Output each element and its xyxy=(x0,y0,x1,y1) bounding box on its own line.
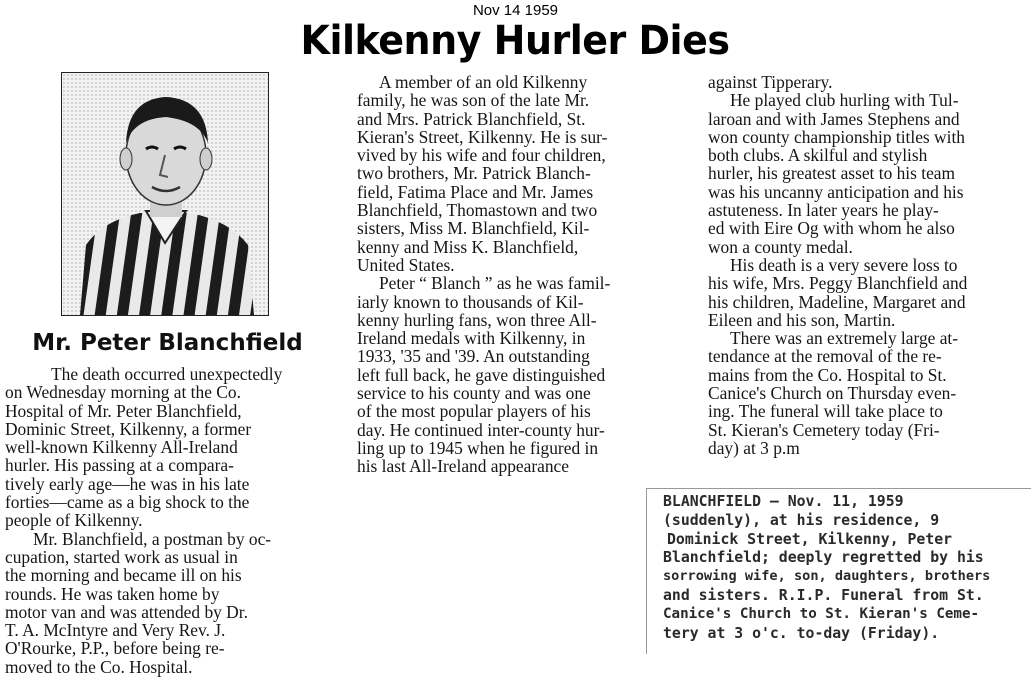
text-line: moved to the Co. Hospital. xyxy=(5,656,193,677)
portrait-photo xyxy=(61,72,269,316)
text-line: O'Rourke, P.P., before being re- xyxy=(5,638,225,659)
text-line: was his uncanny anticipation and his xyxy=(708,181,964,202)
text-line: well-known Kilkenny All-Ireland xyxy=(5,437,238,458)
text-line: Eileen and his son, Martin. xyxy=(708,309,896,330)
text-line: vived by his wife and four children, xyxy=(357,145,606,166)
text-line: T. A. McIntyre and Very Rev. J. xyxy=(5,620,226,641)
notice-line: BLANCHFIELD — Nov. 11, 1959 xyxy=(663,493,904,510)
text-line: There was an extremely large at- xyxy=(730,328,959,349)
text-line: laroan and with James Stephens and xyxy=(708,108,960,129)
text-line: won county championship titles with xyxy=(708,126,965,147)
death-notice xyxy=(646,488,1031,654)
notice-line: tery at 3 o'c. to-day (Friday). xyxy=(663,624,940,642)
column-1 xyxy=(5,365,282,676)
text-line: A member of an old Kilkenny xyxy=(379,72,588,92)
notice-line: Dominick Street, Kilkenny, Peter xyxy=(667,530,953,548)
text-line: and Mrs. Patrick Blanchfield, St. xyxy=(357,108,586,129)
text-line: Blanchfield, Thomastown and two xyxy=(357,200,598,221)
text-line: ing. The funeral will take place to xyxy=(708,401,943,422)
text-line: tendance at the removal of the re- xyxy=(708,346,942,367)
notice-line: (suddenly), at his residence, 9 xyxy=(663,511,940,529)
text-line: Mr. Blanchfield, a postman by oc- xyxy=(33,528,272,549)
text-line: his children, Madeline, Margaret and xyxy=(708,291,966,312)
text-line: left full back, he gave distinguished xyxy=(357,364,606,385)
text-line: of the most popular players of his xyxy=(357,401,591,422)
text-line: against Tipperary. xyxy=(708,72,833,92)
text-line: day) at 3 p.m xyxy=(708,437,800,458)
text-line: field, Fatima Place and Mr. James xyxy=(357,181,594,202)
text-line: hurler, his greatest asset to his team xyxy=(708,163,956,184)
text-line: family, he was son of the late Mr. xyxy=(357,90,590,111)
text-line: people of Kilkenny. xyxy=(5,510,143,531)
text-line: motor van and was attended by Dr. xyxy=(5,601,248,622)
text-line: He played club hurling with Tul- xyxy=(730,90,959,111)
text-line: two brothers, Mr. Patrick Blanch- xyxy=(357,163,591,184)
text-line: Ireland medals with Kilkenny, in xyxy=(357,328,586,349)
text-line: 1933, '35 and '39. An outstanding xyxy=(357,346,590,367)
text-line: his last All-Ireland appearance xyxy=(357,456,569,477)
text-line: hurler. His passing at a compara- xyxy=(5,455,234,476)
column-3 xyxy=(708,73,967,457)
text-line: cupation, started work as usual in xyxy=(5,546,238,567)
text-line: Canice's Church on Thursday even- xyxy=(708,383,957,404)
text-line: Kieran's Street, Kilkenny. He is sur- xyxy=(357,126,608,147)
text-line: His death is a very severe loss to xyxy=(730,254,958,275)
text-line: the morning and became ill on his xyxy=(5,565,242,586)
photo-caption: Mr. Peter Blanchfield xyxy=(32,330,303,356)
text-line: his wife, Mrs. Peggy Blanchfield and xyxy=(708,273,968,294)
text-line: day. He continued inter-county hur- xyxy=(357,419,605,440)
text-line: iarly known to thousands of Kil- xyxy=(357,291,584,312)
text-line: Hospital of Mr. Peter Blanchfield, xyxy=(5,400,242,421)
column-2 xyxy=(357,73,610,476)
text-line: kenny hurling fans, won three All- xyxy=(357,309,597,330)
text-line: won a county medal. xyxy=(708,236,853,257)
notice-line: Blanchfield; deeply regretted by his xyxy=(663,549,984,567)
text-line: on Wednesday morning at the Co. xyxy=(5,382,241,403)
text-line: Dominic Street, Kilkenny, a former xyxy=(5,418,252,439)
notice-line: Canice's Church to St. Kieran's Ceme- xyxy=(663,605,980,622)
text-line: St. Kieran's Cemetery today (Fri- xyxy=(708,419,940,440)
text-line: kenny and Miss K. Blanchfield, xyxy=(357,236,579,257)
text-line: tively early age—he was in his late xyxy=(5,473,250,494)
headline: Kilkenny Hurler Dies xyxy=(300,16,730,64)
text-line: ed with Eire Og with whom he also xyxy=(708,218,955,239)
text-line: astuteness. In later years he play- xyxy=(708,200,939,221)
text-line: ling up to 1945 when he figured in xyxy=(357,437,599,458)
text-line: rounds. He was taken home by xyxy=(5,583,220,604)
text-line: Peter “ Blanch ” as he was famil- xyxy=(379,273,611,294)
portrait-image xyxy=(62,73,268,315)
notice-line: sorrowing wife, son, daughters, brothers xyxy=(663,568,991,585)
text-line: forties—came as a big shock to the xyxy=(5,492,250,513)
notice-line: and sisters. R.I.P. Funeral from St. xyxy=(663,586,984,604)
text-line: both clubs. A skilful and stylish xyxy=(708,145,928,166)
date-note: Nov 14 1959 xyxy=(472,2,559,19)
text-line: service to his county and was one xyxy=(357,383,591,404)
text-line: The death occurred unexpectedly xyxy=(51,364,283,384)
text-line: sisters, Miss M. Blanchfield, Kil- xyxy=(357,218,590,239)
text-line: United States. xyxy=(357,254,455,275)
text-line: mains from the Co. Hospital to St. xyxy=(708,364,947,385)
